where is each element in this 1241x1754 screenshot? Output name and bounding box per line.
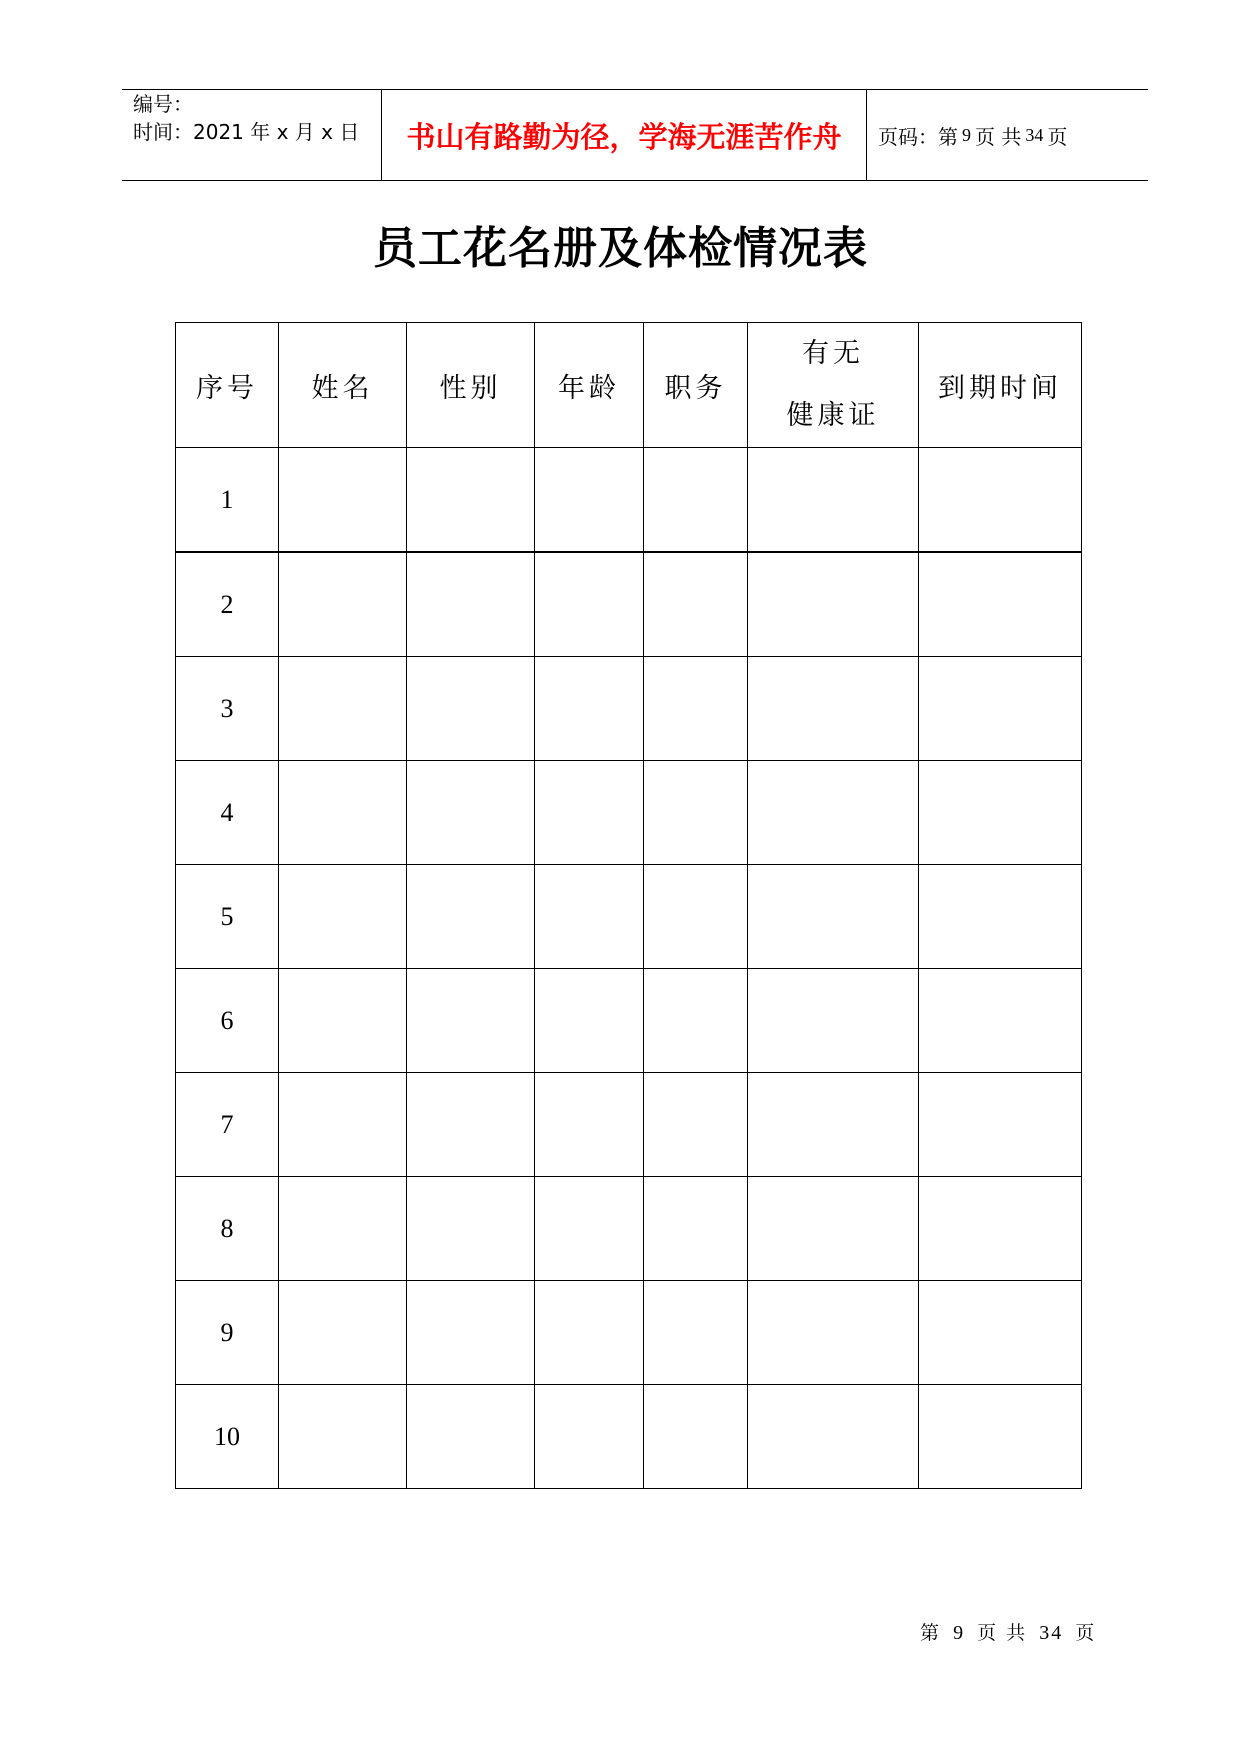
cell-gender[interactable] [407, 761, 535, 865]
cell-position[interactable] [644, 657, 748, 761]
footer-page-middle: 页 共 [977, 1622, 1028, 1644]
cell-expiry[interactable] [919, 1385, 1082, 1489]
cell-seq: 2 [176, 552, 279, 657]
cell-expiry[interactable] [919, 1073, 1082, 1177]
cell-gender[interactable] [407, 448, 535, 553]
table-row [176, 969, 1082, 1073]
cell-age[interactable] [535, 1073, 644, 1177]
footer-page-suffix: 页 [1075, 1622, 1097, 1644]
header-page-indicator [867, 90, 1148, 180]
cell-gender[interactable] [407, 865, 535, 969]
cell-health[interactable] [748, 761, 919, 865]
cell-name[interactable] [279, 969, 407, 1073]
cell-health[interactable] [748, 865, 919, 969]
cell-name[interactable] [279, 1385, 407, 1489]
cell-name[interactable] [279, 448, 407, 553]
cell-seq: 1 [176, 448, 279, 553]
table-header-row [176, 323, 1082, 448]
table-row [176, 761, 1082, 865]
table-row [176, 1177, 1082, 1281]
employee-roster-table [175, 322, 1082, 1489]
table-row [176, 1073, 1082, 1177]
cell-age[interactable] [535, 657, 644, 761]
header-health-line1: 有无 [802, 338, 864, 369]
cell-gender[interactable] [407, 552, 535, 657]
cell-health[interactable] [748, 448, 919, 553]
cell-name[interactable] [279, 552, 407, 657]
cell-health[interactable] [748, 657, 919, 761]
table-row [176, 865, 1082, 969]
cell-expiry[interactable] [919, 761, 1082, 865]
table-row [176, 552, 1082, 657]
header-seq: 序号 [176, 323, 279, 448]
cell-health[interactable] [748, 1073, 919, 1177]
document-header [122, 89, 1148, 181]
header-motto: 书山有路勤为径，学海无涯苦作舟 [382, 90, 867, 180]
cell-position[interactable] [644, 865, 748, 969]
footer-page-prefix: 第 [920, 1622, 942, 1644]
header-page-total: 34 [1025, 124, 1044, 145]
cell-age[interactable] [535, 552, 644, 657]
header-position: 职务 [644, 323, 748, 448]
header-health-certificate [748, 323, 919, 448]
header-page-current: 9 [962, 124, 971, 145]
cell-age[interactable] [535, 969, 644, 1073]
cell-health[interactable] [748, 969, 919, 1073]
header-page-middle: 页 共 [975, 124, 1022, 149]
cell-age[interactable] [535, 1385, 644, 1489]
cell-seq: 9 [176, 1281, 279, 1385]
header-expiry: 到期时间 [919, 323, 1082, 448]
table-row [176, 448, 1082, 553]
cell-gender[interactable] [407, 657, 535, 761]
header-name: 姓名 [279, 323, 407, 448]
cell-name[interactable] [279, 1281, 407, 1385]
cell-age[interactable] [535, 1177, 644, 1281]
table-row [176, 1281, 1082, 1385]
document-time-label: 时间：2021 年 x 月 x 日 [133, 120, 360, 144]
header-age: 年龄 [535, 323, 644, 448]
cell-gender[interactable] [407, 969, 535, 1073]
cell-age[interactable] [535, 448, 644, 553]
cell-expiry[interactable] [919, 552, 1082, 657]
header-info-cell [122, 90, 382, 180]
cell-position[interactable] [644, 1385, 748, 1489]
cell-position[interactable] [644, 1177, 748, 1281]
table-row [176, 1385, 1082, 1489]
cell-expiry[interactable] [919, 1281, 1082, 1385]
cell-seq: 10 [176, 1385, 279, 1489]
page-footer [920, 1618, 1096, 1645]
cell-gender[interactable] [407, 1385, 535, 1489]
cell-seq: 5 [176, 865, 279, 969]
cell-age[interactable] [535, 761, 644, 865]
document-number-label: 编号： [133, 92, 193, 116]
cell-seq: 6 [176, 969, 279, 1073]
cell-expiry[interactable] [919, 657, 1082, 761]
cell-expiry[interactable] [919, 448, 1082, 553]
cell-name[interactable] [279, 865, 407, 969]
footer-page-current: 9 [953, 1622, 966, 1644]
header-page-prefix: 页码：第 [878, 124, 958, 149]
cell-gender[interactable] [407, 1177, 535, 1281]
cell-age[interactable] [535, 1281, 644, 1385]
cell-position[interactable] [644, 1281, 748, 1385]
cell-health[interactable] [748, 1385, 919, 1489]
page-title: 员工花名册及体检情况表 [373, 223, 868, 274]
cell-position[interactable] [644, 761, 748, 865]
cell-position[interactable] [644, 448, 748, 553]
cell-expiry[interactable] [919, 1177, 1082, 1281]
cell-health[interactable] [748, 552, 919, 657]
cell-position[interactable] [644, 1073, 748, 1177]
cell-expiry[interactable] [919, 865, 1082, 969]
cell-health[interactable] [748, 1281, 919, 1385]
table-body [176, 448, 1082, 1489]
cell-name[interactable] [279, 1177, 407, 1281]
cell-seq: 3 [176, 657, 279, 761]
cell-seq: 4 [176, 761, 279, 865]
cell-age[interactable] [535, 865, 644, 969]
header-gender: 性别 [407, 323, 535, 448]
cell-position[interactable] [644, 552, 748, 657]
cell-gender[interactable] [407, 1073, 535, 1177]
cell-name[interactable] [279, 761, 407, 865]
cell-name[interactable] [279, 1073, 407, 1177]
cell-gender[interactable] [407, 1281, 535, 1385]
footer-page-total: 34 [1039, 1622, 1064, 1644]
header-page-suffix: 页 [1047, 124, 1068, 149]
cell-health[interactable] [748, 1177, 919, 1281]
table-row [176, 657, 1082, 761]
cell-expiry[interactable] [919, 969, 1082, 1073]
cell-position[interactable] [644, 969, 748, 1073]
cell-seq: 7 [176, 1073, 279, 1177]
cell-name[interactable] [279, 657, 407, 761]
header-health-line2: 健康证 [786, 400, 880, 431]
cell-seq: 8 [176, 1177, 279, 1281]
